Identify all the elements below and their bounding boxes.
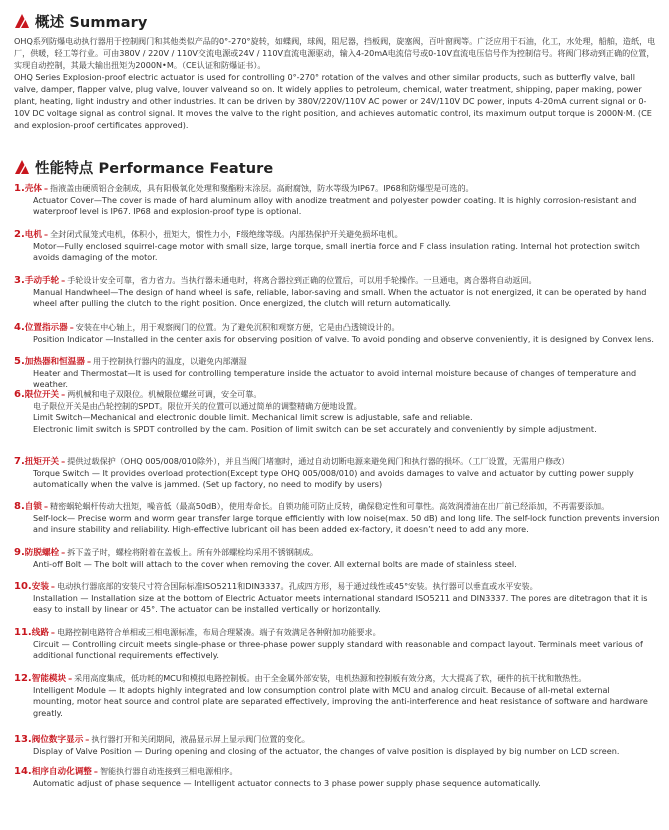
feature-name: 智能模块 — [31, 674, 67, 684]
feature-dash: – — [43, 229, 49, 239]
feature-heading — [14, 456, 662, 468]
feature-description-line: waterproof level is IP67. IP68 and explosion-proof type is optional. — [33, 206, 302, 217]
feature-item — [14, 547, 662, 570]
feature-description-line: greatly. — [33, 707, 63, 718]
feature-description — [14, 559, 662, 570]
feature-description-line: Display of Valve Position — During opening and closing of the actuator, the changes of valve position is displayed by big number on LCD screen. — [33, 746, 620, 757]
feature-dash: – — [43, 501, 49, 511]
feature-zh-text: 采用高度集成，低功耗的MCU和模拟电路控制板。由于全金属外部安装，电机热源和控制板有效分离，大大提高了软，硬件的抗干扰和散热性。 — [74, 673, 587, 683]
feature-heading — [14, 766, 662, 778]
feature-description-line: 电子限位开关是由凸轮控制的SPDT。限位开关的位置可以通过简单的调整精确方便地设置。 — [33, 401, 362, 412]
feature-number: 13. — [14, 734, 32, 745]
feature-description-line: automatically when the valve is jammed. (Set up factory, no need to modify by users) — [33, 479, 383, 490]
feature-zh-text: 执行器打开和关闭期间，液晶显示屏上显示阀门位置的变化。 — [91, 734, 310, 744]
feature-zh-text: 安装在中心轴上，用于观察阀门的位置。为了避免沉积和观察方便，它是由凸透镜设计的。 — [75, 322, 400, 332]
feature-description — [14, 368, 662, 390]
feature-description-line: Heater and Thermostat—It is used for controlling temperature inside the actuator to avoid internal moisture because of changes of temperature and weather. — [33, 368, 637, 390]
feature-name: 壳体 — [24, 184, 42, 194]
feature-zh-text: 拆下盖子时，螺栓将附着在盖板上。所有外部螺栓均采用不锈钢制成。 — [67, 547, 319, 557]
feature-item — [14, 627, 662, 662]
feature-item — [14, 581, 662, 616]
feature-description — [14, 513, 662, 535]
feature-description — [14, 241, 662, 263]
performance-heading — [14, 156, 273, 178]
feature-description — [14, 778, 662, 789]
feature-description-line: wheel after pulling the clutch to the right position. Once energized, the clutch will return automatically. — [33, 298, 452, 309]
feature-description — [14, 639, 662, 661]
feature-dash: – — [61, 547, 66, 557]
feature-description-line: Circuit — Controlling circuit meets single-phase or three-phase power supply standard with reasonable and compact layout. Terminals meet various of — [33, 639, 643, 650]
summary-heading — [14, 10, 147, 32]
feature-number: 5. — [14, 356, 25, 367]
feature-description-line: Self-lock— Precise worm and worm gear transfer large torque efficiently with low noise(max. 50 dB) and long life. The self-lock function prevents inversion — [33, 513, 660, 524]
feature-number: 11. — [14, 627, 32, 638]
feature-description-line: Limit Switch—Mechanical and electronic double limit. Mechanical limit screw is adjustable, safe and reliable. — [33, 412, 473, 423]
feature-dash: – — [50, 627, 55, 637]
feature-item — [14, 766, 662, 789]
feature-description-line: Torque Switch — It provides overload protection(Except type OHQ 005/008/010) and avoids damages to valve and actuator by cutting power supply — [33, 468, 634, 479]
feature-item — [14, 734, 662, 757]
feature-description-line: Anti-off Bolt — The bolt will attach to the cover when removing the cover. All external bolts are made of stainless steel. — [33, 559, 517, 570]
feature-number: 9. — [14, 547, 25, 558]
feature-dash: – — [61, 456, 66, 466]
feature-heading — [14, 229, 662, 241]
feature-number: 12. — [14, 673, 32, 684]
feature-description-line: mounting, motor heat source and control plate are separated effectively, improving the anti-interference and heat resistance of software and hardware — [33, 696, 648, 707]
feature-heading — [14, 547, 662, 559]
feature-description — [14, 401, 662, 435]
feature-dash: – — [61, 275, 66, 285]
feature-name: 加热器和恒温器 — [24, 357, 85, 367]
triangle-swoosh-icon — [14, 159, 30, 175]
feature-heading — [14, 673, 662, 685]
feature-description — [14, 195, 662, 217]
feature-dash: – — [69, 322, 74, 332]
feature-item — [14, 456, 662, 491]
feature-description — [14, 334, 662, 345]
feature-item — [14, 322, 662, 345]
feature-number: 3. — [14, 275, 25, 286]
summary-title: 概述 Summary — [35, 14, 148, 31]
feature-zh-text: 全封闭式鼠笼式电机，体积小，扭矩大，惯性力小，F级绝缘等级。内部热保护开关避免损坏电机。 — [50, 229, 403, 239]
feature-name: 限位开关 — [24, 390, 60, 400]
feature-item — [14, 356, 662, 391]
feature-number: 8. — [14, 501, 25, 512]
feature-name: 相序自动化调整 — [31, 767, 92, 777]
feature-item — [14, 389, 662, 435]
feature-name: 手动手轮 — [24, 276, 60, 286]
feature-zh-text: 手轮设计安全可靠，省力省力。当执行器未通电时，将离合器拉到正确的位置后，可以用手轮操作。一旦通电，离合器将自动返回。 — [67, 275, 537, 285]
feature-number: 14. — [14, 766, 32, 777]
feature-description-line: Intelligent Module — It adopts highly integrated and low consumption control plate with MCU and analog circuit. Because of all-metal external — [33, 685, 610, 696]
feature-item — [14, 673, 662, 719]
feature-number: 10. — [14, 581, 32, 592]
feature-dash: – — [86, 356, 91, 366]
feature-heading — [14, 356, 662, 368]
feature-description-line: Electronic limit switch is SPDT controlled by the cam. Position of limit switch can be set accurately and conveniently by simple adjustment. — [33, 423, 597, 434]
feature-number: 2. — [14, 229, 25, 240]
feature-heading — [14, 275, 662, 287]
feature-name: 线路 — [31, 628, 49, 638]
feature-name: 防脱螺栓 — [24, 548, 60, 558]
feature-description-line: Automatic adjust of phase sequence — Intelligent actuator connects to 3 phase power supply phase sequence automatically. — [33, 778, 541, 789]
feature-description-line: easy to install by linear or 45°. The actuator can be installed vertically or horizontally. — [33, 604, 381, 615]
feature-name: 阀位数字显示 — [31, 735, 84, 745]
feature-name: 电机 — [24, 230, 42, 240]
feature-description-line: additional functional requirements effectively. — [33, 650, 219, 661]
feature-description — [14, 287, 662, 309]
feature-heading — [14, 581, 662, 593]
feature-name: 扭矩开关 — [24, 457, 60, 467]
performance-title: 性能特点 Performance Feature — [35, 160, 274, 177]
feature-description-line: Manual Handwheel—The design of hand wheel is safe, reliable, labor-saving and small. When the actuator is not energized, it can be operated by hand — [33, 287, 647, 298]
feature-description-line: and insure stability and reliability. High-effective lubricant oil has been added ex-factory, it doesn’t need to add any more. — [33, 524, 529, 535]
feature-zh-text: 精密蜗轮蜗杆传动大扭矩，噪音低（最高50dB），使用寿命长。自锁功能可防止反转，确保稳定性和可靠性。高效润滑油在出厂前已经添加，不再需要添加。 — [50, 501, 610, 511]
feature-description — [14, 746, 662, 757]
feature-heading — [14, 389, 662, 401]
feature-zh-text: 提供过载保护（OHQ 005/008/010除外），并且当阀门堵塞时，通过自动切断电源来避免阀门和执行器的损坏。（工厂设置，无需用户修改） — [67, 456, 570, 466]
feature-zh-text: 电动执行器底部的安装尺寸符合国际标准ISO5211和DIN3337。孔成四方形，易于通过线性或45°安装。执行器可以垂直或水平安装。 — [56, 581, 538, 591]
feature-description — [14, 468, 662, 490]
feature-number: 6. — [14, 389, 25, 400]
feature-description — [14, 685, 662, 719]
feature-zh-text: 电路控制电路符合单相或三相电源标准，布局合理紧凑。端子有效满足各种附加功能要求。 — [56, 627, 381, 637]
feature-heading — [14, 734, 662, 746]
summary-en-paragraph: OHQ Series Explosion-proof electric actuator is used for controlling 0°-270° rotation of the valves and other similar products, such as butterfly valve, ball valve, damper, flapper valve, plug valve, louver valveand so on. It widely applies to petroleum, chemical, water treatment, shipping, paper making, power plant, heating, light industry and other industries. It can be driven by 380V/220V/110V AC power or 24V/110V DC power, inputs 4-20mA current signal or 0-10V DC voltage signal as control signal. It moves the valve to the right position, and achieves automatic control, its maximum output torque is 2000N·M. (CE and explosion-proof certificates approved). — [14, 72, 652, 130]
feature-item — [14, 183, 662, 218]
summary-zh-paragraph: OHQ系列防爆电动执行器用于控制阀门和其他类似产品的0°-270°旋转，如蝶阀，球阀，阻尼器，挡板阀，旋塞阀，百叶窗阀等。广泛应用于石油，化工，水处理，船舶，造纸，电厂，供暖，轻工等行业。可由380V / 220V / 110V交流电源或24V / 110V直流电源驱动，输入4-20mA电流信号或0-10V直流电压信号作为控制信号。将阀门移动到正确的位置，实现自动控制，其最大输出扭矩为2000N•M。（CE认证和防爆证书）。 — [14, 36, 656, 70]
feature-zh-text: 指液盖由硬质铝合金制成，具有阳极氧化处理和聚酯粉末涂层。高耐腐蚀，防水等级为IP67。IP68和防爆型是可选的。 — [50, 183, 474, 193]
feature-heading — [14, 501, 662, 513]
feature-item — [14, 501, 662, 536]
feature-heading — [14, 627, 662, 639]
feature-item — [14, 229, 662, 264]
feature-zh-text: 用于控制执行器内的温度，以避免内部潮湿 — [92, 356, 247, 366]
feature-dash: – — [43, 183, 49, 193]
feature-number: 4. — [14, 322, 25, 333]
feature-description-line: Installation — Installation size at the bottom of Electric Actuator meets international standard ISO5211 and DIN3337. The pores are ditetragon that it is — [33, 593, 648, 604]
triangle-swoosh-icon — [14, 13, 30, 29]
feature-zh-text: 两机械和电子双限位。机械限位螺丝可调，安全可靠。 — [67, 389, 262, 399]
feature-dash: – — [68, 673, 73, 683]
feature-heading — [14, 183, 662, 195]
feature-number: 1. — [14, 183, 25, 194]
feature-description-line: Actuator Cover—The cover is made of hard aluminum alloy with anodize treatment and polyester powder coating. It is highly corrosion-resistant and — [33, 195, 637, 206]
feature-dash: – — [85, 734, 90, 744]
feature-item — [14, 275, 662, 310]
feature-name: 安装 — [31, 582, 49, 592]
feature-dash: – — [50, 581, 55, 591]
feature-name: 自锁 — [24, 502, 42, 512]
feature-dash: – — [93, 766, 98, 776]
feature-zh-text: 智能执行器自动连接到三相电源相序。 — [99, 766, 238, 776]
feature-description-line: avoids damaging of the motor. — [33, 252, 158, 263]
feature-name: 位置指示器 — [24, 323, 68, 333]
feature-description — [14, 593, 662, 615]
feature-dash: – — [61, 389, 66, 399]
feature-description-line: Position Indicator —Installed in the center axis for observing position of valve. To avoid ponding and observe conveniently, it is designed by Convex lens. — [33, 334, 654, 345]
feature-number: 7. — [14, 456, 25, 467]
feature-heading — [14, 322, 662, 334]
feature-description-line: Motor—Fully enclosed squirrel-cage motor with small size, large torque, small inertia force and F class insulation rating. Internal hot protection switch — [33, 241, 640, 252]
